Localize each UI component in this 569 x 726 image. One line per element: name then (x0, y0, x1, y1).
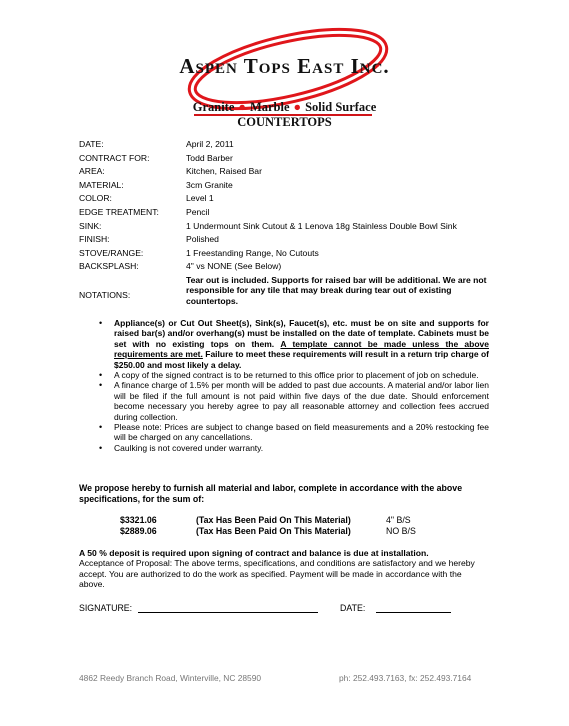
list-item: • A finance charge of 1.5% per month will be added to past due accounts. A material and/or labor lien will be filed if the full amount is not paid within five days of the due date. Should enforcement become necessary you hereby agree to pay all reasonable attorney and collection fees accrued during collection. (114, 380, 489, 422)
date-label: DATE: (340, 603, 366, 613)
field-row-date (79, 138, 499, 152)
material-granite: Granite (192, 100, 235, 114)
field-row-material (79, 179, 499, 193)
material-marble: Marble (249, 100, 290, 114)
tax-note: (Tax Has Been Paid On This Material) (196, 515, 351, 525)
list-item (114, 318, 489, 370)
field-row-contract-for (79, 152, 499, 166)
acceptance-text: Acceptance of Proposal: The above terms, specifications, and conditions are satisfactory and we hereby accept. You are authorized to do the work as specified. Payment will be made in accordance with the above. (79, 558, 475, 590)
field-label: MATERIAL: (79, 179, 124, 190)
field-label: STOVE/RANGE: (79, 247, 144, 258)
signature-line[interactable] (138, 602, 318, 613)
brand-materials (0, 100, 569, 115)
field-label: SINK: (79, 220, 102, 231)
signature-block (79, 602, 451, 613)
material-solid-surface: Solid Surface (305, 100, 377, 114)
price-amount: $3321.06 (120, 515, 157, 525)
list-item: • A copy of the signed contract is to be returned to this office prior to placement of job on schedule. (114, 370, 489, 380)
field-value: Kitchen, Raised Bar (186, 166, 262, 177)
field-label: COLOR: (79, 193, 112, 204)
backsplash-option: NO B/S (386, 526, 416, 536)
field-row-notations (79, 275, 499, 307)
field-value: April 2, 2011 (186, 139, 234, 149)
price-amount: $2889.06 (120, 526, 157, 536)
field-label: EDGE TREATMENT: (79, 206, 159, 217)
red-dot-icon: ● (238, 100, 246, 114)
field-value: Level 1 (186, 193, 214, 204)
field-label: AREA: (79, 166, 105, 177)
company-logo (0, 0, 569, 135)
price-row (120, 515, 460, 526)
field-row-backsplash (79, 260, 499, 274)
field-row-color (79, 192, 499, 206)
tax-note: (Tax Has Been Paid On This Material) (196, 526, 351, 536)
field-row-finish (79, 233, 499, 247)
field-row-sink (79, 220, 499, 234)
field-label: NOTATIONS: (79, 289, 131, 300)
backsplash-option: 4" B/S (386, 515, 411, 525)
contract-fields (79, 138, 499, 306)
proposal-statement: We propose hereby to furnish all material and labor, complete in accordance with the above specifications, for the sum of: (79, 483, 463, 504)
red-dot-icon: ● (293, 100, 302, 114)
deposit-section (79, 548, 489, 590)
field-row-area (79, 165, 499, 179)
date-line[interactable] (376, 602, 451, 613)
field-value: 3cm Granite (186, 179, 233, 190)
field-row-edge-treatment (79, 206, 499, 220)
brand-name: Aspen Tops East Inc. (179, 54, 390, 78)
field-value: Todd Barber (186, 152, 233, 163)
terms-list (79, 318, 489, 453)
field-label: CONTRACT FOR: (79, 152, 150, 163)
field-row-stove-range (79, 247, 499, 261)
footer-contact: ph: 252.493.7163, fx: 252.493.7164 (339, 673, 472, 683)
template-warning: A template cannot be made unless the above requirements are met. (114, 338, 489, 360)
footer-address: 4862 Reedy Branch Road, Winterville, NC 28590 (79, 673, 262, 683)
price-list (120, 515, 460, 537)
field-value: Polished (186, 234, 219, 245)
field-value: 1 Freestanding Range, No Cutouts (186, 247, 319, 258)
field-value: 4" vs NONE (See Below) (186, 261, 282, 272)
return-trip-text: Failure to meet these requirements will result in a return trip charge of $250.00 and most likely a delay. (114, 349, 489, 370)
field-label: DATE: (79, 139, 104, 149)
requirements-text: Appliance(s) or Cut Out Sheet(s), Sink(s), Faucet(s), etc. must be on site and supports for raised bar(s) and/or overhang(s) must be installed on the date of template. Cabinets must be set with no existing tops on them. (114, 318, 489, 349)
list-item: • Caulking is not covered under warranty. (114, 443, 489, 453)
notations-text: Tear out is included. Supports for raised bar will be additional. We are not responsible for any tile that may break during tear out of existing countertops. (186, 274, 487, 306)
field-value: 1 Undermount Sink Cutout & 1 Lenova 18g Stainless Double Bowl Sink (186, 220, 457, 231)
deposit-heading: A 50 % deposit is required upon signing of contract and balance is due at installation. (79, 548, 429, 558)
field-label: BACKSPLASH: (79, 261, 139, 272)
field-value: Pencil (186, 206, 210, 217)
brand-tagline: COUNTERTOPS (237, 115, 332, 129)
price-row (120, 526, 460, 537)
field-label: FINISH: (79, 234, 110, 245)
list-item: • Please note: Prices are subject to change based on field measurements and a 20% restocking fee will be charged on any cancellations. (114, 422, 489, 443)
signature-label: SIGNATURE: (79, 603, 133, 613)
